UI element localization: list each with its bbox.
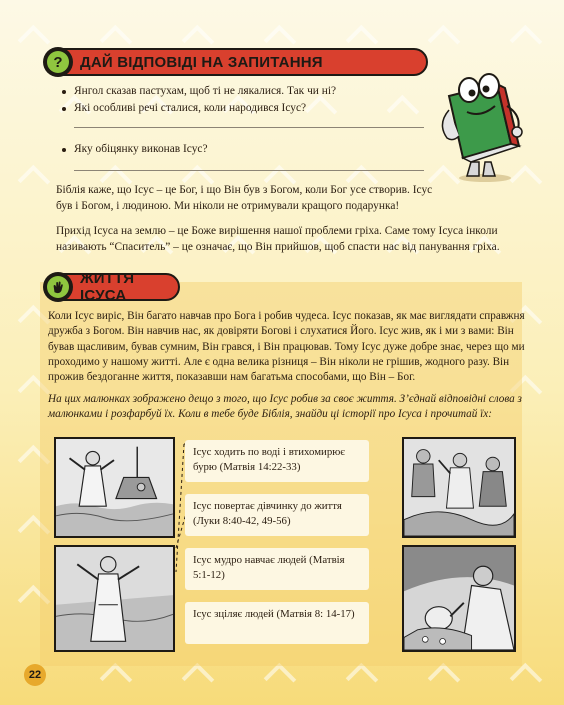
questions-banner [44,48,428,76]
story-label-walking-on-water[interactable]: Ісус ходить по воді і втихомирює бурю (Матвія 14:22-33) [185,440,369,482]
answer-line[interactable] [74,127,424,128]
life-title: ЖИТТЯ ІСУСА [80,270,135,304]
questions-title: ДАЙ ВІДПОВІДІ НА ЗАПИТАННЯ [80,53,323,71]
scene-raising-girl[interactable] [402,545,516,652]
intro-paragraph-2: Прихід Ісуса на землю – це Боже вирішення нашої проблеми гріха. Саме тому Ісуса інколи називають “Спаситель” – це означає, що Він прийшов, щоб спасти нас від панування гріха. [56,225,500,253]
scene-walking-on-water[interactable] [54,437,175,538]
question-list [62,83,442,158]
answer-line[interactable] [74,170,424,171]
life-banner [44,270,180,304]
question-item: Янгол сказав пастухам, щоб ті не лякалися. Так чи ні? [62,83,442,100]
scene-crowd[interactable] [402,437,516,538]
intro-paragraph-1: Біблія каже, що Ісус – це Бог, і що Він був з Богом, коли Бог усе створив. Ісус був і Богом, і людиною. Ми ніколи не отримували кращого подарунка! [56,184,433,212]
book-mascot-illustration [437,66,527,184]
question-item: Які особливі речі сталися, коли народився Ісус? [62,100,442,117]
instruction-paragraph: На цих малюнках зображено дещо з того, що Ісус робив за своє життя. З’єднай відповідні слова з малюнками і розфарбуй їх. Коли в тебе буде Біблія, знайди ці історії про Ісуса і прочитай їх: [48,393,522,421]
story-label-teaching[interactable]: Ісус мудро навчає людей (Матвія 5:1-12) [185,548,369,590]
story-label-raising-girl[interactable]: Ісус повертає дівчинку до життя (Луки 8:40-42, 49-56) [185,494,369,536]
life-paragraph: Коли Ісус виріс, Він багато навчав про Бога і робив чудеса. Ісус показав, як має виглядати справжня дружба з Богом. Він навчив нас, як довіряти Богові і слухатися Його. Ісус жив, як і ми з вами: Він бував щасливим, бував сумним, Він грався, і Він працював. Тому Ісус дуже добре знає, через що ми проходимо у нашому житті. Але є одна велика різниця – Він ніколи не грішив, жодного разу. Він прожив бездоганне життя, показавши нам багатьма способами, що Він – Бог. [48,310,525,384]
question-item: Яку обіцянку виконав Ісус? [62,141,442,158]
hand-icon [43,272,73,302]
scene-teaching[interactable] [54,545,175,652]
question-mark-icon: ? [43,47,73,77]
page-number-badge: 22 [24,664,46,686]
story-label-healing[interactable]: Ісус зціляє людей (Матвія 8: 14-17) [185,602,369,644]
